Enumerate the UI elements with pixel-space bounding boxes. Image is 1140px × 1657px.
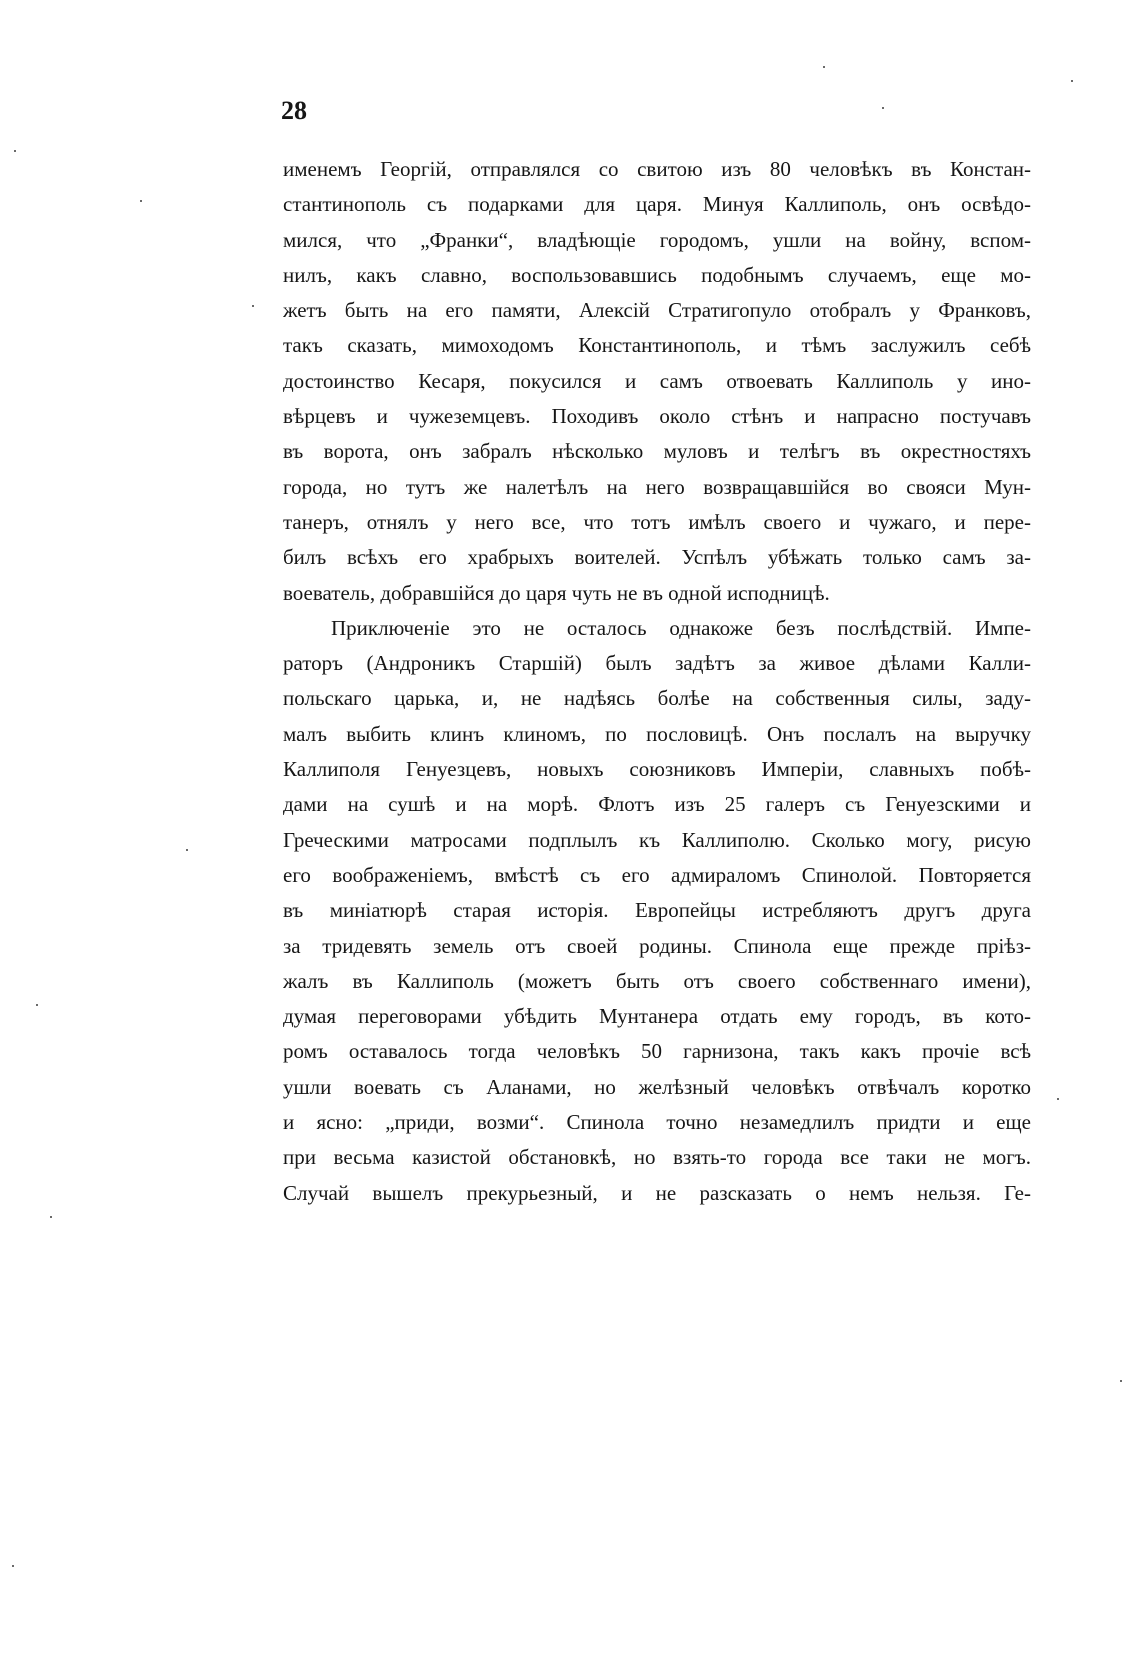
text-line: польскаго царька, и, не надѣясь болѣе на собственныя силы, заду- — [283, 686, 1031, 711]
text-line: такъ сказать, мимоходомъ Константинополь, и тѣмъ заслужилъ себѣ — [283, 333, 1031, 358]
text-line: думая переговорами убѣдить Мунтанера отдать ему городъ, въ кото- — [283, 1004, 1031, 1029]
text-line: его воображеніемъ, вмѣстѣ съ его адмираломъ Спинолой. Повторяется — [283, 862, 1031, 887]
text-line: при весьма казистой обстановкѣ, но взять-то города все таки не могъ. — [283, 1145, 1031, 1170]
page-number: 28 — [281, 96, 307, 125]
text-line: малъ выбить клинъ клиномъ, по пословицѣ. Онъ послалъ на выручку — [283, 721, 1031, 746]
text-line: въ миніатюрѣ старая исторія. Европейцы истребляютъ другъ друга — [283, 898, 1031, 923]
text-line: Каллиполя Генуезцевъ, новыхъ союзниковъ Имперіи, славныхъ побѣ- — [283, 757, 1031, 782]
text-line: жетъ быть на его памяти, Алексій Стратигопуло отобралъ у Франковъ, — [283, 298, 1031, 323]
text-line: билъ всѣхъ его храбрыхъ воителей. Успѣлъ убѣжать только самъ за- — [283, 545, 1031, 570]
scan-speck — [252, 305, 254, 307]
text-line: дами на сушѣ и на морѣ. Флотъ изъ 25 галеръ съ Генуезскими и — [283, 792, 1031, 817]
scan-speck — [1057, 1098, 1059, 1100]
scan-speck — [50, 1216, 52, 1218]
text-line: Приключеніе это не осталось однакоже безъ послѣдствій. Импе- — [331, 615, 1031, 640]
text-line: ромъ оставалось тогда человѣкъ 50 гарнизона, такъ какъ прочіе всѣ — [283, 1039, 1031, 1064]
text-line: города, но тутъ же налетѣлъ на него возвращавшійся во свояси Мун- — [283, 474, 1031, 499]
text-line: Греческими матросами подплылъ къ Каллиполю. Сколько могу, рисую — [283, 827, 1031, 852]
scan-speck — [882, 107, 884, 109]
scan-speck — [36, 1004, 38, 1006]
scan-speck — [14, 150, 16, 152]
text-line: стантинополь съ подарками для царя. Минуя Каллиполь, онъ освѣдо- — [283, 192, 1031, 217]
paragraph-2 — [283, 611, 1031, 1211]
text-line: воеватель, добравшійся до царя чуть не въ одной исподницѣ. — [283, 580, 830, 605]
scan-speck — [186, 849, 188, 851]
scan-speck — [140, 200, 142, 202]
text-block — [283, 152, 1031, 1211]
text-line: Случай вышелъ прекурьезный, и не разсказать о немъ нельзя. Ге- — [283, 1180, 1031, 1205]
text-line: жалъ въ Каллиполь (можетъ быть отъ своего собственнаго имени), — [283, 968, 1031, 993]
text-line: и ясно: „приди, возми“. Спинола точно незамедлилъ придти и еще — [283, 1110, 1031, 1135]
text-line: въ ворота, онъ забралъ нѣсколько муловъ и телѣгъ въ окрестностяхъ — [283, 439, 1031, 464]
text-line: раторъ (Андроникъ Старшій) былъ задѣтъ за живое дѣлами Калли- — [283, 651, 1031, 676]
text-line: именемъ Георгій, отправлялся со свитою изъ 80 человѣкъ въ Констан- — [283, 157, 1031, 181]
paragraph-1 — [283, 152, 1031, 611]
scan-speck — [1120, 1380, 1122, 1382]
text-line: ушли воевать съ Аланами, но желѣзный человѣкъ отвѣчалъ коротко — [283, 1074, 1031, 1099]
text-line: мился, что „Франки“, владѣющіе городомъ, ушли на войну, вспом- — [283, 227, 1031, 252]
scan-speck — [1071, 80, 1073, 82]
scan-speck — [12, 1565, 14, 1567]
text-line: вѣрцевъ и чужеземцевъ. Походивъ около стѣнъ и напрасно постучавъ — [283, 404, 1031, 429]
text-line: за тридевять земель отъ своей родины. Спинола еще прежде пріѣз- — [283, 933, 1031, 958]
text-line: танеръ, отнялъ у него все, что тотъ имѣлъ своего и чужаго, и пере- — [283, 509, 1031, 534]
text-line: нилъ, какъ славно, воспользовавшись подобнымъ случаемъ, еще мо- — [283, 262, 1031, 287]
text-line: достоинство Кесаря, покусился и самъ отвоевать Каллиполь у ино- — [283, 368, 1031, 393]
scan-speck — [823, 66, 825, 68]
